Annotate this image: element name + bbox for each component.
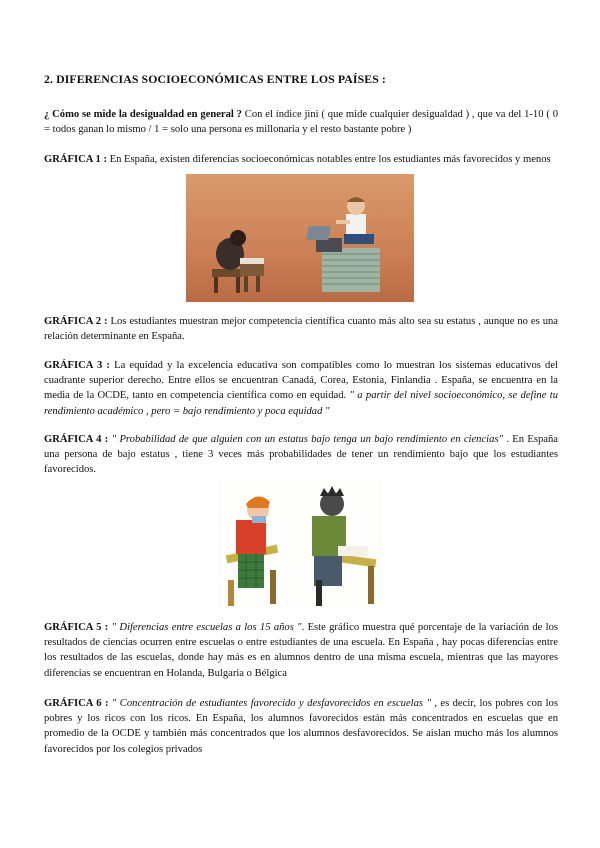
grafica-1-text: En España, existen diferencias socioeconómicas notables entre los estudiantes más favorecidos y menos [106, 154, 551, 165]
intro-label: ¿ Cómo se mide la desigualdad en general ? [44, 109, 242, 120]
inequality-illustration [186, 174, 414, 302]
grafica-5-text: . Este gráfico muestra qué porcentaje de la variación de los resultados de ciencias ocurren entre escuelas o entre estudiantes de una escuela. En España , hay pocas diferencias entre los resultados de las escuelas, donde hay más es en alumnos dentro de una misma escuela, mientras que las mayores diferencias se encuentran en Holanda, Bulgaria o Bélgica [44, 622, 558, 679]
grafica-4-paragraph [44, 432, 558, 478]
grafica-2-text: Los estudiantes muestran mejor competencia científica cuanto más alto sea su estatus , aunque no es una relación determinante en España. [44, 316, 558, 343]
grafica-2-label: GRÁFICA 2 : [44, 316, 108, 327]
grafica-5-label: GRÁFICA 5 : [44, 622, 109, 633]
intro-paragraph [44, 107, 558, 137]
grafica-5-quote: " Diferencias entre escuelas a los 15 años " [108, 622, 302, 633]
grafica-3-label: GRÁFICA 3 : [44, 360, 110, 371]
grafica-2-paragraph [44, 314, 558, 344]
grafica-6-label: GRÁFICA 6 : [44, 698, 109, 709]
grafica-3-text: La equidad y la excelencia educativa son compatibles como lo muestran los sistemas educativos del cuadrante superior derecho. Entre ellos se encuentran Canadá, Corea, Estonia, Finlandia . España, se encuentra en la media de la OCDE, tanto en competencia científica como en equidad. [44, 360, 558, 402]
grafica-1-label: GRÁFICA 1 : [44, 154, 107, 165]
grafica-6-text: , es decir, los pobres con los pobres y los ricos con los ricos. En España, los alumnos favorecidos están más concentrados en escuelas que en promedio de la OCDE y también más concentrados que los alumnos desfavorecidos. Se aislan mucho más los alumnos favorecidos por los colegios privados [44, 698, 558, 755]
grafica-4-label: GRÁFICA 4 : [44, 434, 109, 445]
intro-text: Con el índice jini ( que mide cualquier desigualdad ) , que va del 1-10 ( 0 = todos ganan lo mismo / 1 = solo una persona es millonaria y el resto bastante pobre ) [44, 109, 558, 136]
grafica-6-quote: " Concentración de estudiantes favorecido y desfavorecidos en escuelas " [108, 698, 431, 709]
grafica-3-paragraph [44, 358, 558, 419]
grafica-6-paragraph [44, 696, 558, 757]
grafica-5-paragraph [44, 620, 558, 681]
grafica-1-paragraph [44, 152, 558, 167]
students-illustration [218, 480, 382, 608]
section-heading: 2. DIFERENCIAS SOCIOECONÓMICAS ENTRE LOS PAÍSES : [44, 72, 386, 86]
grafica-4-text: . En España una persona de bajo estatus , tiene 3 veces más probabilidades de tener un rendimiento bajo que los estudiantes favorecidos. [44, 434, 558, 476]
grafica-3-quote: " a partir del nivel socioeconómico, se define tu rendimiento académico , pero = bajo rendimiento y poca equidad " [44, 390, 558, 417]
grafica-4-quote: " Probabilidad de que alguien con un estatus bajo tenga un bajo rendimiento en ciencias" [108, 434, 503, 445]
